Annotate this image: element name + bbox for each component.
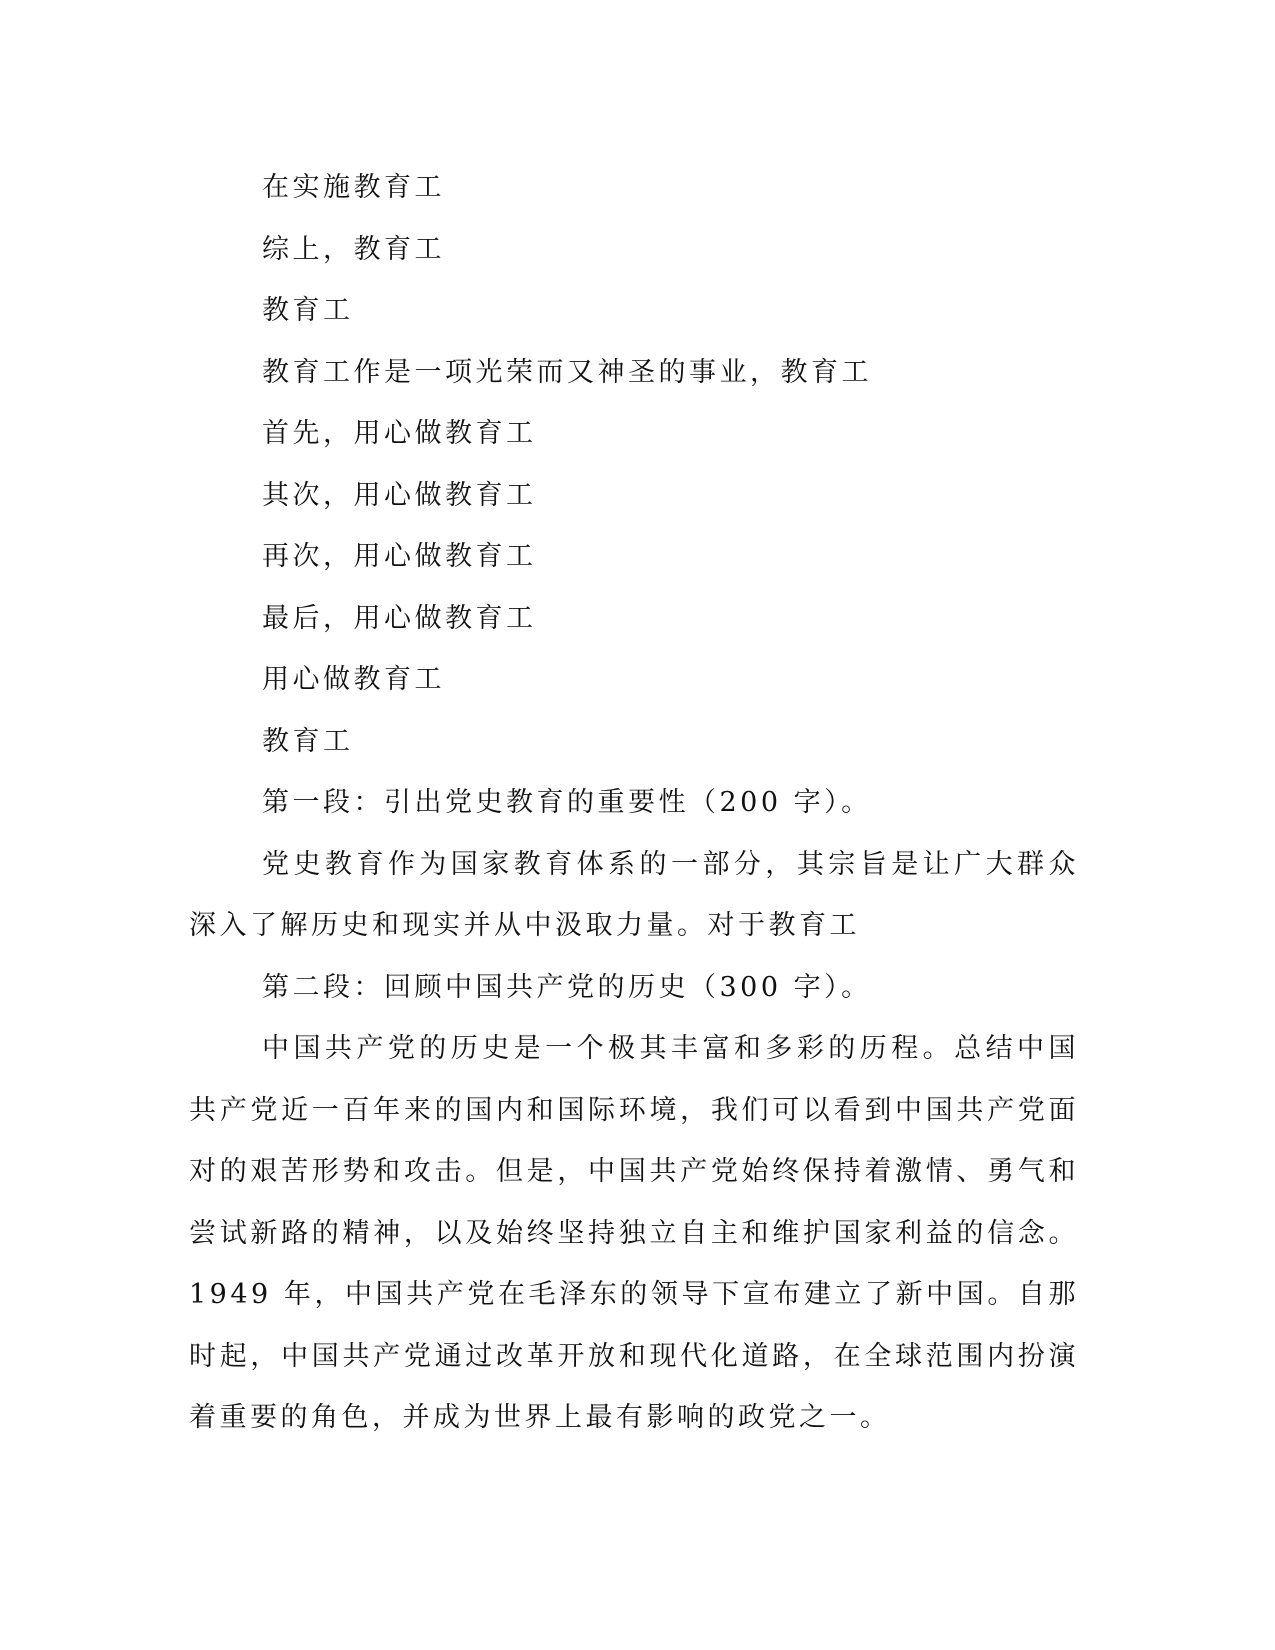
- paragraph: 最后，用心做教育工: [262, 602, 537, 634]
- paragraph: 党史教育作为国家教育体系的一部分，其宗旨是让广大群众深入了解历史和现实并从中汲取力量。对于教育工: [189, 848, 1079, 941]
- section-heading-2: 第二段：回顾中国共产党的历史（300 字）。: [262, 971, 872, 1003]
- paragraph: 其次，用心做教育工: [262, 479, 537, 511]
- paragraph: 在实施教育工: [262, 172, 445, 203]
- paragraph: 综上，教育工: [262, 233, 445, 265]
- paragraph: 再次，用心做教育工: [262, 541, 537, 572]
- section-heading-1: 第一段：引出党史教育的重要性（200 字）。: [262, 787, 872, 818]
- paragraph: 教育工: [262, 295, 354, 326]
- paragraph: 教育工作是一项光荣而又神圣的事业，教育工: [262, 356, 872, 388]
- paragraph: 用心做教育工: [262, 664, 445, 695]
- document-body: [189, 157, 1079, 1449]
- paragraph: 中国共产党的历史是一个极其丰富和多彩的历程。总结中国共产党近一百年来的国内和国际环境，我们可以看到中国共产党面对的艰苦形势和攻击。但是，中国共产党始终保持着激情、勇气和尝试新路的精神，以及始终坚持独立自主和维护国家利益的信念。1949 年，中国共产党在毛泽东的领导下宣布建立了新中国。自那时起，中国共产党通过改革开放和现代化道路，在全球范围内扮演着重要的角色，并成为世界上最有影响的政党之一。: [189, 1033, 1079, 1433]
- paragraph: 教育工: [262, 725, 354, 757]
- paragraph: 首先，用心做教育工: [262, 418, 537, 449]
